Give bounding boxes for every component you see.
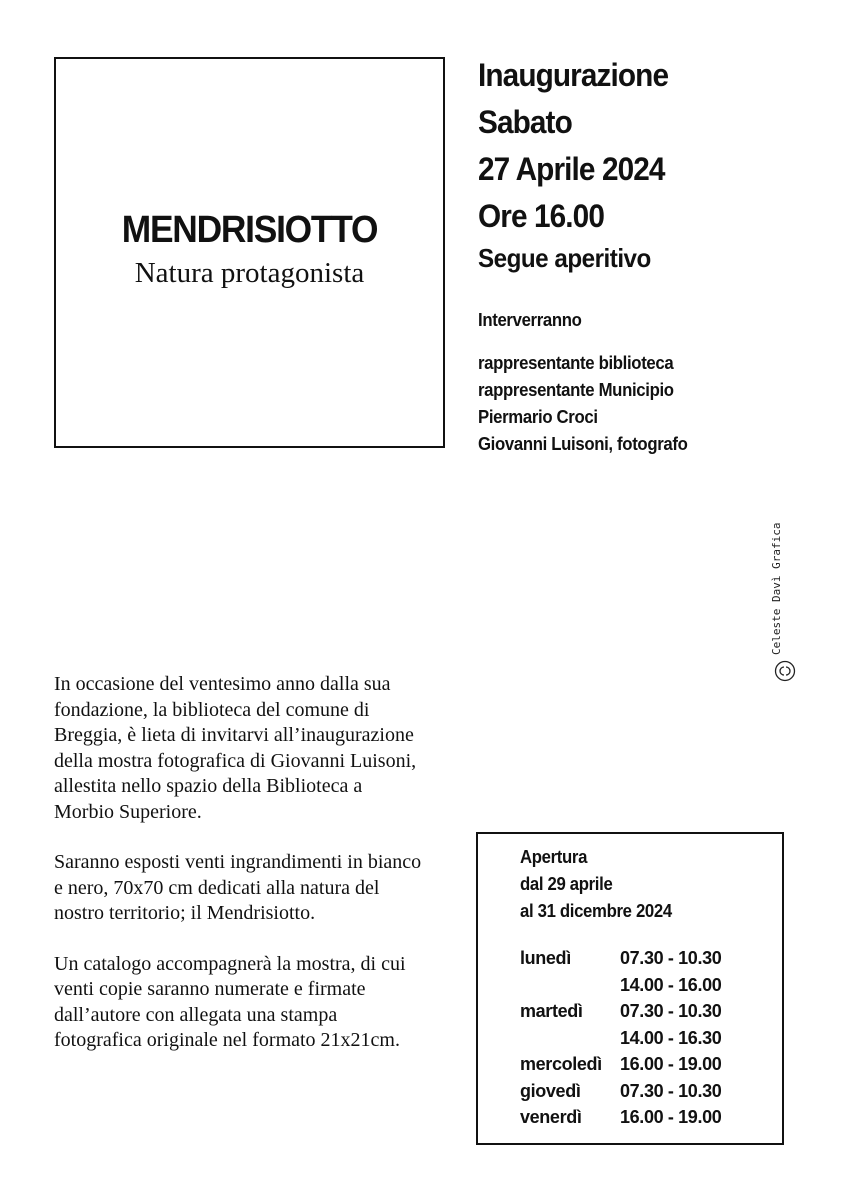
speaker-name: Giovanni Luisoni, fotografo	[478, 434, 688, 454]
opening-hours-table	[520, 948, 750, 1134]
opening-start: dal 29 aprile	[520, 874, 613, 894]
speakers-label: Interverranno	[478, 310, 582, 330]
hours-time: 16.00 - 19.00	[620, 1054, 722, 1074]
hours-day: giovedì	[520, 1080, 581, 1101]
hours-day: venerdì	[520, 1107, 582, 1127]
hours-day: mercoledì	[520, 1054, 602, 1074]
hours-row	[520, 1081, 750, 1108]
hours-time: 14.00 - 16.30	[620, 1027, 722, 1048]
hours-time: 07.30 - 10.30	[620, 1080, 722, 1101]
hours-row	[520, 1054, 750, 1081]
cd-monogram-icon	[774, 660, 796, 682]
invitation-paragraph: Saranno esposti venti ingrandimenti in bianco e nero, 70x70 cm dedicati alla natura del nostro territorio; il Mendrisiotto.	[54, 851, 422, 924]
speaker-name: rappresentante Municipio	[478, 380, 674, 400]
speaker-name: rappresentante biblioteca	[478, 353, 674, 373]
hours-time: 14.00 - 16.00	[620, 974, 722, 995]
speaker-name: Piermario Croci	[478, 407, 598, 427]
hours-row	[520, 975, 750, 1002]
invitation-paragraph: In occasione del ventesimo anno dalla sua fondazione, la biblioteca del comune di Breggia, è lieta di invitarvi all’inaugurazione della mostra fotografica di Giovanni Luisoni, allestita nello spazio della Biblioteca a Morbio Superiore.	[54, 673, 417, 823]
speakers-block	[478, 308, 818, 458]
hours-row	[520, 1028, 750, 1055]
invitation-paragraph: Un catalogo accompagnerà la mostra, di cui venti copie saranno numerate e firmate dall’autore con allegata una stampa fotografica originale nel formato 21x21cm.	[54, 952, 406, 1051]
title-box	[54, 57, 445, 448]
hours-day: lunedì	[520, 948, 571, 968]
credit-text: Celeste Davì Grafica	[770, 522, 783, 655]
inauguration-label: Inaugurazione	[478, 57, 669, 93]
hours-day	[520, 975, 620, 1002]
hours-row	[520, 1107, 750, 1134]
opening-end: al 31 dicembre 2024	[520, 901, 672, 921]
inauguration-time: Ore 16.00	[478, 198, 605, 234]
exhibition-subtitle: Natura protagonista	[134, 257, 365, 289]
hours-row	[520, 948, 750, 975]
inauguration-date: 27 Aprile 2024	[478, 151, 665, 187]
inauguration-block	[478, 52, 818, 276]
hours-time: 07.30 - 10.30	[620, 1001, 722, 1021]
hours-time: 16.00 - 19.00	[620, 1107, 722, 1127]
inauguration-extra: Segue aperitivo	[478, 243, 651, 273]
exhibition-title: MENDRISIOTTO	[121, 209, 378, 251]
hours-row	[520, 1001, 750, 1028]
opening-hours-heading	[520, 844, 683, 925]
hours-time: 07.30 - 10.30	[620, 948, 722, 968]
opening-hours-box	[476, 832, 784, 1145]
designer-credit	[770, 515, 800, 690]
opening-label: Apertura	[520, 847, 588, 867]
hours-day: martedì	[520, 1001, 583, 1021]
invitation-text	[54, 672, 424, 1079]
inauguration-day: Sabato	[478, 104, 572, 140]
hours-day	[520, 1028, 620, 1055]
